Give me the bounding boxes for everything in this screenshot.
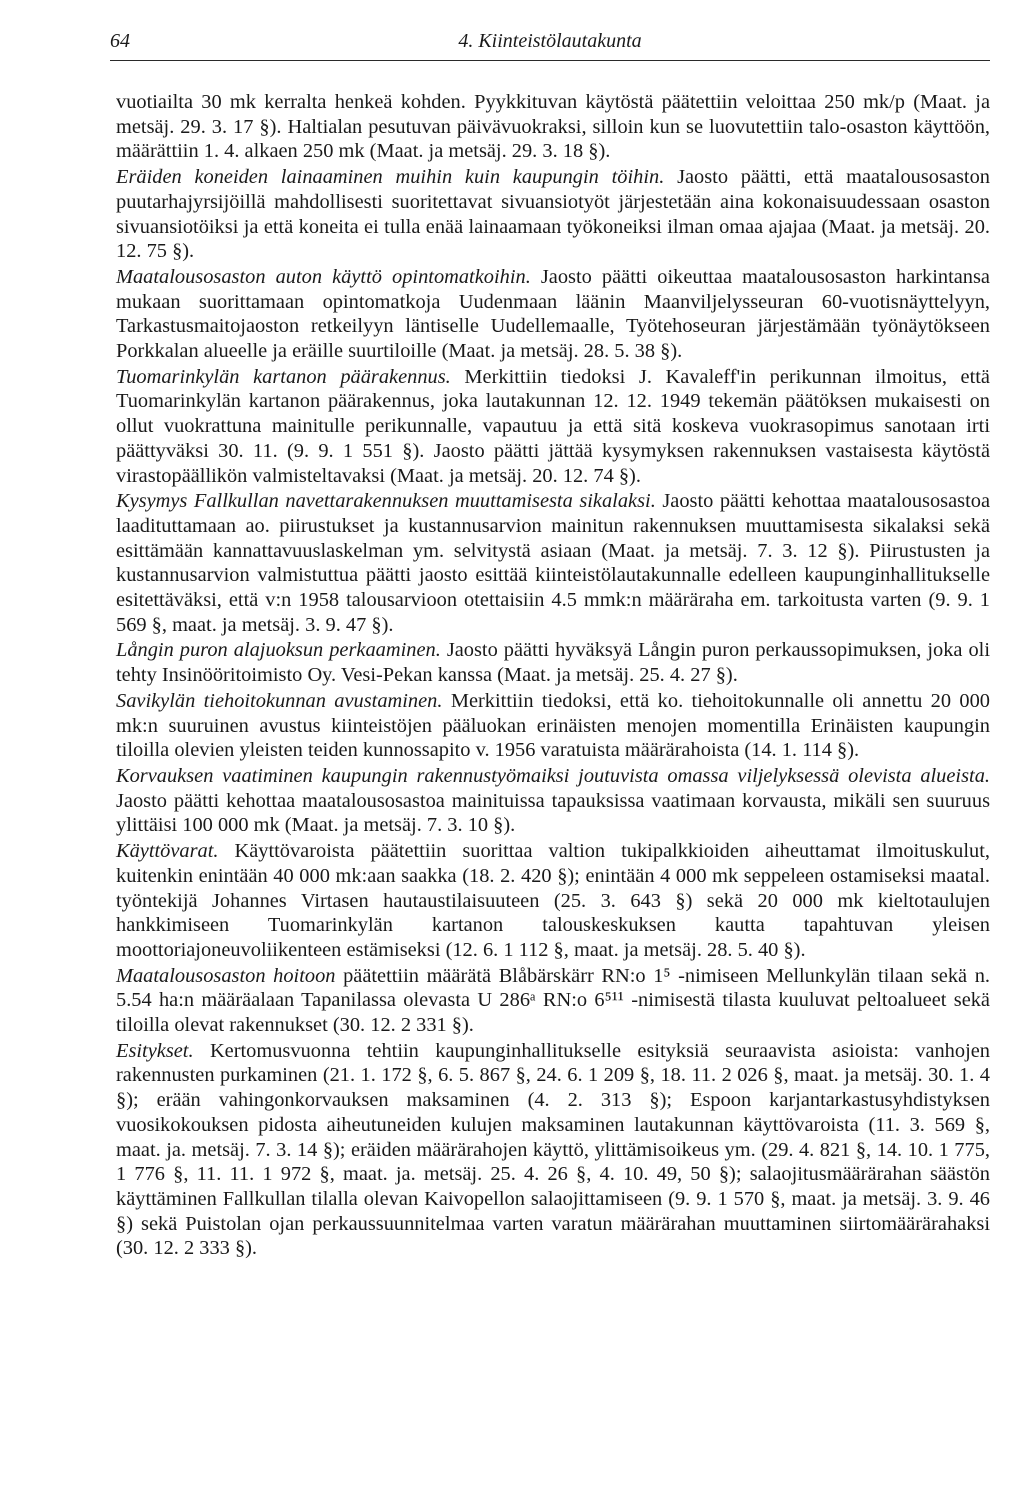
paragraph-text: Jaosto päätti kehottaa maatalousosastoa mainituissa tapauksissa vaatimaan korvausta, mikäli sen suuruus ylittäisi 100 000 mk (Maat. ja metsäj. 7. 3. 10 §).: [116, 789, 990, 837]
paragraph: [116, 90, 990, 164]
paragraph: [116, 689, 990, 763]
paragraph-heading: Kysymys Fallkullan navettarakennuksen muuttamisesta sikalaksi.: [116, 490, 656, 513]
paragraph-text: päätettiin määrätä Blåbärskärr RN:o 1⁵ -nimiseen Mellunkylän tilaan sekä n. 5.54 ha:n määräalaan Tapanilassa olevasta U 286ᵃ RN:o 6⁵¹¹ -nimisestä tilasta kuuluvat peltoalueet sekä tiloilla olevat rakennukset (30. 12. 2 331 §).: [116, 964, 991, 1037]
paragraph: [116, 839, 990, 963]
paragraph-heading: Maatalousosaston hoitoon: [116, 964, 336, 987]
body-text: [116, 90, 990, 1261]
paragraph: [116, 365, 990, 489]
paragraph-text: vuotiailta 30 mk kerralta henkeä kohden. Pyykkituvan käytöstä päätettiin veloittaa 250 mk/p (Maat. ja metsäj. 29. 3. 17 §). Haltialan pesutuvan päivävuokraksi, silloin kun se luovutettiin talo-osaston käyttöön, määrättiin 1. 4. alkaen 250 mk (Maat. ja metsäj. 29. 3. 18 §).: [116, 91, 990, 163]
paragraph-text: Jaosto päätti, että maatalousosaston puutarhajyrsijöillä mahdollisesti suoritettavat sivuansiotyöt järjestetään aina kokonaisuudessaan osaston sivuansiotöiksi ja että koneita ei tulla enää lainaamaan työkoneiksi ilman omaa ajajaa (Maat. ja metsäj. 20. 12. 75 §).: [116, 166, 990, 263]
paragraph-heading: Maatalousosaston auton käyttö opintomatkoihin.: [116, 265, 531, 288]
paragraph-text: Jaosto päätti oikeuttaa maatalousosaston harkintansa mukaan suorittamaan opintomatkoja Uudenmaan läänin Maanviljelysseuran 60-vuotisnäyttelyyn, Tarkastusmaitojaoston retkeilyyn läntiselle Uudellemaalle, Työtehoseuran järjestämään työnäytökseen Porkkalan alueelle ja eräille suurtiloille (Maat. ja metsäj. 28. 5. 38 §).: [116, 265, 990, 363]
page-number: 64: [110, 30, 130, 52]
paragraph-text: Jaosto päätti hyväksyä Långin puron perkaussopimuksen, joka oli tehty Insinööritoimisto Oy. Vesi-Pekan kanssa (Maat. ja metsäj. 25. 4. 27 §).: [116, 639, 991, 687]
paragraph-heading: Eräiden koneiden lainaaminen muihin kuin kaupungin töihin.: [116, 166, 665, 189]
paragraph: [116, 1039, 990, 1261]
paragraph-text: Kertomusvuonna tehtiin kaupunginhallitukselle esityksiä seuraavista asioista: vanhojen rakennusten purkaminen (21. 1. 172 §, 6. 5. 867 §, 24. 6. 1 209 §, 18. 11. 2 026 §, maat. ja metsäj. 30. 1. 4 §); erään vahingonkorvauksen maksaminen (4. 2. 313 §); Espoon karjantarkastusyhdistyksen vuosikokouksen pidosta aiheutuneiden kulujen maksaminen lautakunnan käyttövaroista (11. 3. 569 §, maat. ja. metsäj. 7. 3. 14 §); eräiden määrärahojen käyttö, ylittämisoikeus ym. (29. 4. 821 §, 14. 10. 1 775, 1 776 §, 11. 11. 1 972 §, maat. ja. metsäj. 25. 4. 26 §, 4. 10. 49, 50 §); salaojitusmäärärahan säästön käyttäminen Fallkullan tilalla olevan Kaivopellon salaojittamiseen (9. 9. 1 570 §, maat. ja metsäj. 3. 9. 46 §) sekä Puistolan ojan perkaussuunnitelmaa varten varatun määrärahan muuttaminen siirtomäärärahaksi (30. 12. 2 333 §).: [116, 1039, 990, 1260]
paragraph-heading: Savikylän tiehoitokunnan avustaminen.: [116, 689, 443, 712]
paragraph-heading: Käyttövarat.: [116, 840, 219, 863]
paragraph-text: Käyttövaroista päätettiin suorittaa valtion tukipalkkioiden aiheuttamat ilmoituskulut, kuitenkin enintään 40 000 mk:aan saakka (18. 2. 420 §); enintään 4 000 mk seppeleen ostamiseksi maatal. työntekijä Johannes Virtasen hautaustilaisuuteen (25. 3. 643 §) sekä 20 000 mk kieltotaulujen hankkimiseen Tuomarinkylän kartanon talouskeskuksen kautta tapahtuvan yleisen moottoriajoneuvoliikenteen estämiseksi (12. 6. 1 112 §, maat. ja metsäj. 28. 5. 40 §).: [116, 840, 990, 961]
paragraph: [116, 964, 990, 1038]
paragraph: [116, 764, 990, 838]
paragraph-heading: Långin puron alajuoksun perkaaminen.: [116, 639, 441, 662]
paragraph-heading: Tuomarinkylän kartanon päärakennus.: [116, 365, 451, 388]
running-head: 4. Kiinteistölautakunta: [458, 30, 642, 52]
paragraph-text: Merkittiin tiedoksi J. Kavaleff'in perikunnan ilmoitus, että Tuomarinkylän kartanon päärakennus, joka lautakunnan 12. 12. 1949 tekemän päätöksen mukaisesti on ollut vuokrattuna mainitulle perikunnalle, vapautuu ja että sitä koskeva vuokrasopimus sanotaan irti päättyväksi 30. 11. (9. 9. 1 551 §). Jaosto päätti jättää kysymyksen rakennuksen vastaisesta käytöstä virastopäällikön valmisteltavaksi (Maat. ja metsäj. 20. 12. 74 §).: [116, 365, 990, 487]
paragraph: [116, 638, 990, 687]
paragraph: [116, 265, 990, 364]
paragraph-heading: Esitykset.: [116, 1039, 194, 1062]
header-rule: [110, 60, 990, 61]
paragraph-text: Merkittiin tiedoksi, että ko. tiehoitokunnalle oli annettu 20 000 mk:n suuruinen avustus kiinteistöjen pääluokan erinäisten menojen momentilla Erinäisten kaupungin tiloilla olevien yleisten teiden kunnossapito v. 1956 varatuista määrärahoista (14. 1. 114 §).: [116, 689, 990, 762]
page-header: [110, 30, 990, 62]
paragraph-heading: Korvauksen vaatiminen kaupungin rakennustyömaiksi joutuvista omassa viljelyksessä olevista alueista.: [116, 764, 990, 787]
paragraph: [116, 165, 990, 264]
paragraph: [116, 489, 990, 637]
paragraph-text: Jaosto päätti kehottaa maatalousosastoa laadituttamaan ao. piirustukset ja kustannusarvion mainitun rakennuksen muuttamisesta sikalaksi sekä esittämään kannattavuuslaskelman ym. selvitystä asiaan (Maat. ja metsäj. 7. 3. 12 §). Piirustusten ja kustannusarvion valmistuttua päätti jaosto esittää kiinteistölautakunnalle edelleen kaupunginhallitukselle esitettäväksi, että v:n 1958 talousarvioon otettaisiin 4.5 mmk:n määräraha em. tarkoitusta varten (9. 9. 1 569 §, maat. ja metsäj. 3. 9. 47 §).: [116, 490, 990, 636]
